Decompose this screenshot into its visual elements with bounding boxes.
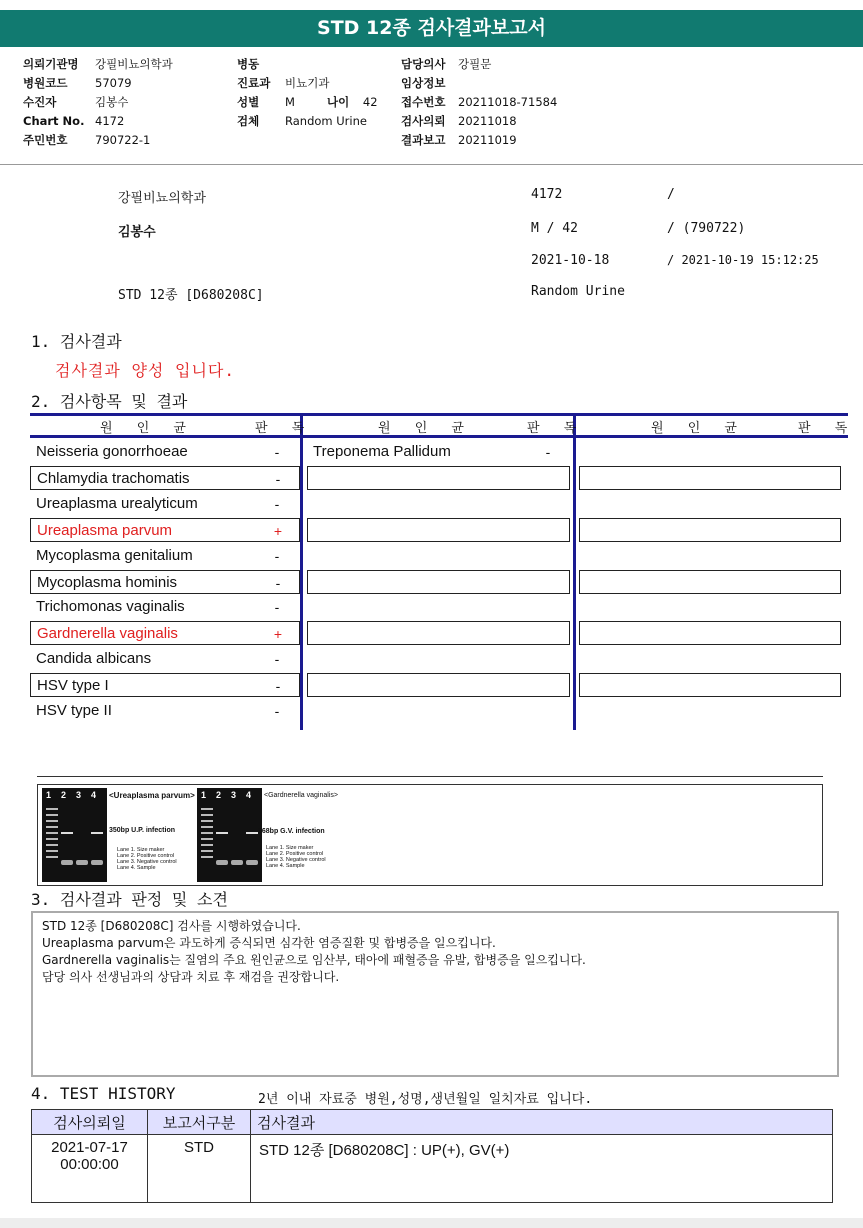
target-band — [61, 832, 73, 834]
table-divider-1 — [300, 413, 303, 730]
primer-band — [91, 860, 103, 865]
ladder-band — [201, 826, 213, 828]
pathogen-result: - — [274, 547, 280, 564]
up-gel — [42, 788, 107, 882]
target-band — [91, 832, 103, 834]
ladder-band — [46, 856, 58, 858]
header-label: 진료과 — [237, 76, 271, 90]
header-label: 수진자 — [23, 95, 57, 109]
col1-pathogen-header: 원 인 균 — [100, 421, 196, 436]
info-request-date: 2021-10-18 — [531, 253, 610, 268]
header-label: 의뢰기관명 — [23, 57, 79, 71]
ladder-band — [46, 820, 58, 822]
header-value: 4172 — [95, 114, 125, 128]
pathogen-name: HSV type I — [37, 677, 109, 695]
report-title: STD 12종 검사결과보고서 — [0, 10, 863, 47]
empty-cell — [307, 621, 570, 645]
pathogen-result: - — [274, 703, 280, 719]
gel-divider — [37, 776, 823, 777]
header-label: 담당의사 — [401, 57, 446, 71]
ladder-band — [46, 814, 58, 816]
col3-result-header: 판 독 — [798, 421, 858, 436]
header-value: 57079 — [95, 76, 132, 90]
history-header-result: 검사결과 — [251, 1110, 833, 1135]
up-legend-item: Lane 4. Sample — [117, 865, 156, 871]
pathogen-result: - — [274, 444, 280, 460]
ladder-band — [201, 814, 213, 816]
header-value: 20211018-71584 — [458, 95, 558, 109]
ladder-band — [46, 844, 58, 846]
lane-number: 4 — [91, 790, 97, 800]
info-sex-age: M / 42 — [531, 221, 578, 236]
findings-line: 담당 의사 선생님과의 상담과 치료 후 재검을 권장합니다. — [42, 970, 340, 984]
history-date: 2021-07-17 — [51, 1139, 128, 1156]
age-value: 42 — [362, 95, 378, 109]
header-label: 검체 — [237, 114, 260, 128]
info-hospital: 강필비뇨의학과 — [118, 191, 206, 206]
history-header-type: 보고서구분 — [148, 1110, 251, 1135]
lane-number: 3 — [231, 790, 237, 800]
header-value: 강필비뇨의학과 — [95, 57, 173, 71]
gv-title: <Gardnerella vaginalis> — [264, 792, 338, 799]
pathogen-cell — [30, 466, 300, 490]
ladder-band — [201, 838, 213, 840]
up-legend-item: Lane 3. Negative control — [117, 859, 177, 865]
pathogen-name: Ureaplasma parvum — [37, 521, 173, 539]
target-band — [216, 832, 228, 834]
header-label: 임상정보 — [401, 76, 446, 90]
col3-pathogen-header: 원 인 균 — [651, 421, 747, 436]
pathogen-name: Chlamydia trachomatis — [37, 469, 190, 487]
ladder-band — [46, 808, 58, 810]
pathogen-result: + — [273, 626, 283, 643]
pathogen-result: - — [275, 678, 281, 695]
pathogen-name: Treponema Pallidum — [313, 443, 451, 460]
findings-line: Gardnerella vaginalis는 질염의 주요 원인균으로 임산부, 태아에 패혈증을 유발, 합병증을 일으킵니다. — [42, 953, 586, 967]
findings-text — [42, 918, 586, 986]
ladder-band — [46, 838, 58, 840]
ladder-band — [201, 820, 213, 822]
findings-line: Ureaplasma parvum은 과도하게 증식되면 심각한 염증질환 및 합병증을 일으킵니다. — [42, 936, 496, 950]
pathogen-cell — [30, 492, 300, 516]
header-label: 병동 — [237, 57, 260, 71]
empty-cell — [307, 673, 570, 697]
history-table — [31, 1109, 833, 1203]
empty-cell — [307, 570, 570, 594]
gv-legend-item: Lane 3. Negative control — [266, 857, 326, 863]
section4-title: 4. TEST HISTORY — [31, 1084, 176, 1103]
primer-band — [216, 860, 228, 865]
header-value: 강필문 — [458, 57, 492, 71]
ladder-band — [201, 808, 213, 810]
pathogen-cell — [30, 621, 300, 645]
ladder-band — [201, 832, 213, 834]
header-field — [401, 112, 557, 131]
pathogen-result: - — [274, 599, 280, 616]
lane-number: 2 — [216, 790, 222, 800]
table-top-line — [30, 413, 848, 416]
header-value: 20211019 — [458, 133, 517, 147]
header-field — [401, 93, 557, 112]
ladder-band — [201, 856, 213, 858]
table-divider-2 — [573, 413, 576, 730]
table-row — [32, 1135, 833, 1203]
pathogen-result: - — [274, 495, 280, 512]
age-field — [327, 93, 378, 112]
gv-band-label: 668bp G.V. infection — [258, 828, 325, 835]
empty-cell — [579, 570, 841, 594]
header-field — [401, 74, 557, 93]
info-test: STD 12종 [D680208C] — [118, 288, 264, 303]
header-divider — [0, 164, 863, 165]
pathogen-name: Trichomonas vaginalis — [36, 598, 185, 616]
header-field — [237, 74, 367, 93]
empty-cell — [579, 466, 841, 490]
pathogen-cell — [30, 595, 300, 619]
history-time: 00:00:00 — [60, 1156, 119, 1173]
pathogen-result: - — [274, 651, 280, 668]
pathogen-name: Neisseria gonorrhoeae — [36, 443, 188, 460]
section1-title: 1. 검사결과 — [31, 332, 122, 351]
pathogen-cell — [30, 647, 300, 671]
header-field — [23, 112, 173, 131]
pathogen-cell — [30, 518, 300, 542]
pathogen-cell — [30, 673, 300, 697]
pathogen-name: HSV type II — [36, 702, 112, 719]
header-value: 790722-1 — [95, 133, 151, 147]
empty-cell — [579, 621, 841, 645]
header-field — [23, 131, 173, 150]
pathogen-cell — [30, 440, 300, 464]
ladder-band — [46, 826, 58, 828]
pathogen-cell — [30, 699, 300, 723]
col2-result-header: 판 독 — [527, 421, 587, 436]
pathogen-result: - — [275, 574, 281, 591]
info-birth: / (790722) — [667, 221, 746, 236]
pathogen-name: Candida albicans — [36, 650, 152, 668]
header-label: 검사의뢰 — [401, 114, 446, 128]
lane-number: 2 — [61, 790, 67, 800]
empty-cell — [307, 518, 570, 542]
header-value: 비뇨기과 — [285, 76, 330, 90]
primer-band — [76, 860, 88, 865]
section3-title: 3. 검사결과 판정 및 소견 — [31, 890, 228, 909]
header-field — [23, 74, 173, 93]
primer-band — [231, 860, 243, 865]
pathogen-name: Ureaplasma urealyticum — [36, 494, 198, 512]
info-slash: / — [667, 187, 675, 202]
header-value: Random Urine — [285, 114, 367, 128]
header-right — [401, 55, 557, 150]
col1-result-header: 판 독 — [255, 421, 315, 436]
info-patient: 김봉수 — [118, 225, 156, 240]
pathogen-name: Mycoplasma genitalium — [36, 546, 193, 564]
history-header-date: 검사의뢰일 — [32, 1110, 148, 1135]
header-label: 주민번호 — [23, 133, 68, 147]
ladder-band — [46, 832, 58, 834]
history-result: STD 12종 [D680208C] : UP(+), GV(+) — [251, 1135, 833, 1203]
info-chart: 4172 — [531, 187, 563, 202]
pathogen-result: - — [545, 444, 551, 460]
info-report-datetime: / 2021-10-19 15:12:25 — [667, 253, 819, 267]
footer-bar — [0, 1218, 863, 1228]
lane-number: 1 — [201, 790, 207, 800]
pathogen-cell — [30, 544, 300, 568]
empty-cell — [579, 673, 841, 697]
gv-legend-item: Lane 1. Size maker — [266, 845, 314, 851]
header-label: 성별 — [237, 95, 260, 109]
header-label: 접수번호 — [401, 95, 446, 109]
header-field — [237, 112, 367, 131]
header-label: Chart No. — [23, 114, 85, 128]
header-label: 병원코드 — [23, 76, 68, 90]
header-value: 20211018 — [458, 114, 517, 128]
target-band — [246, 832, 258, 834]
header-field — [401, 55, 557, 74]
pathogen-name: Mycoplasma hominis — [37, 573, 178, 591]
history-type: STD — [148, 1135, 251, 1203]
pathogen-name: Gardnerella vaginalis — [37, 625, 178, 643]
primer-band — [61, 860, 73, 865]
pathogen-result: - — [275, 470, 281, 487]
up-title: <Ureaplasma parvum> — [109, 791, 195, 800]
positive-result: 검사결과 양성 입니다. — [55, 361, 236, 380]
header-value: 김봉수 — [95, 95, 129, 109]
empty-cell — [579, 518, 841, 542]
ladder-band — [201, 850, 213, 852]
pathogen-result: + — [273, 522, 283, 539]
lane-number: 4 — [246, 790, 252, 800]
age-label: 나이 — [327, 95, 350, 109]
up-legend-item: Lane 1. Size maker — [117, 847, 165, 853]
lane-number: 3 — [76, 790, 82, 800]
pathogen-cell — [313, 440, 568, 464]
header-field — [237, 55, 367, 74]
gv-legend-item: Lane 2. Positive control — [266, 851, 324, 857]
header-field — [23, 93, 173, 112]
gv-legend-item: Lane 4. Sample — [266, 863, 305, 869]
findings-line: STD 12종 [D680208C] 검사를 시행하였습니다. — [42, 919, 301, 933]
ladder-band — [46, 850, 58, 852]
history-note: 2년 이내 자료중 병원,성명,생년월일 일치자료 입니다. — [258, 1092, 593, 1107]
primer-band — [246, 860, 258, 865]
ladder-band — [201, 844, 213, 846]
header-left — [23, 55, 173, 150]
gv-gel — [197, 788, 262, 882]
up-legend-item: Lane 2. Positive control — [117, 853, 175, 859]
up-band-label: 350bp U.P. infection — [109, 827, 175, 834]
col2-pathogen-header: 원 인 균 — [378, 421, 474, 436]
empty-cell — [307, 466, 570, 490]
info-specimen: Random Urine — [531, 284, 625, 299]
lane-number: 1 — [46, 790, 52, 800]
pathogen-cell — [30, 570, 300, 594]
header-field — [23, 55, 173, 74]
header-label: 결과보고 — [401, 133, 446, 147]
header-field — [401, 131, 557, 150]
header-value: M — [285, 95, 295, 109]
section2-title: 2. 검사항목 및 결과 — [31, 392, 188, 411]
